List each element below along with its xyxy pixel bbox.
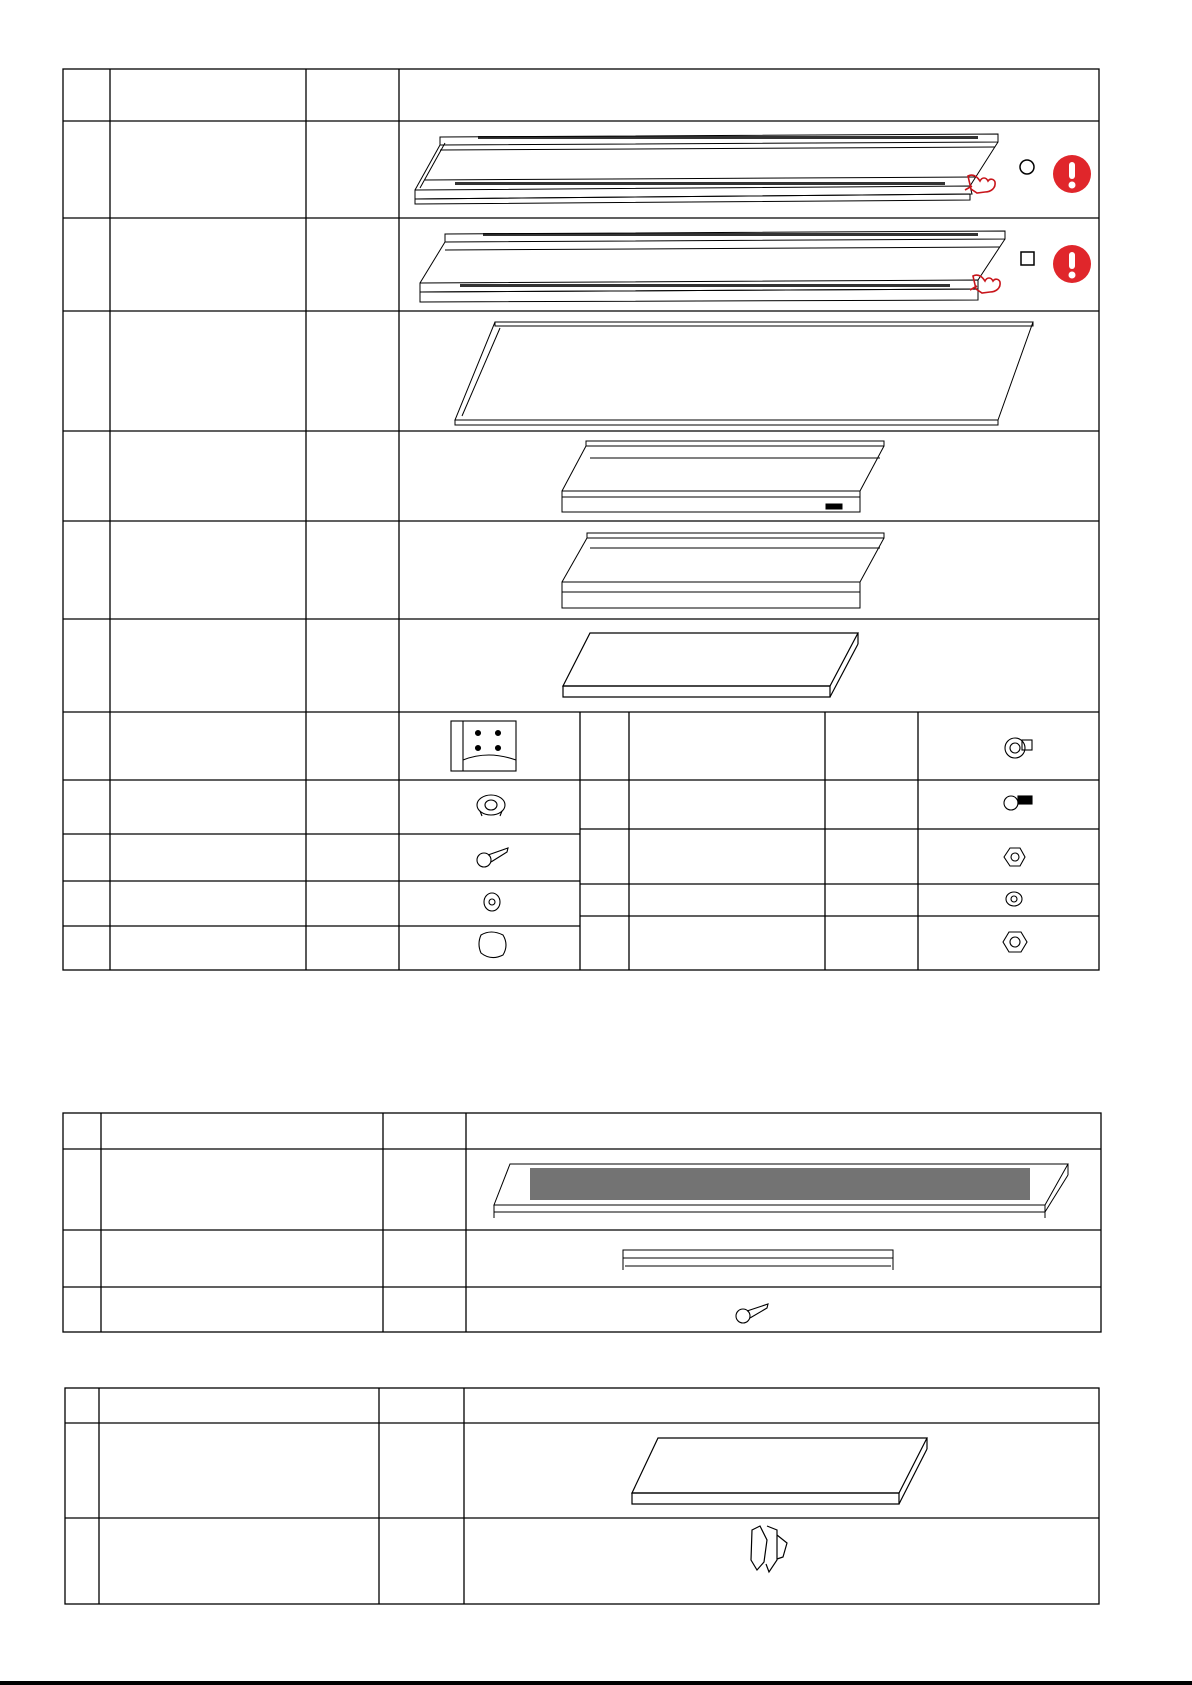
- top-board-drawing: [563, 633, 858, 697]
- washer-icon: [1006, 892, 1022, 906]
- shelf-clip-drawing: [751, 1526, 787, 1572]
- exclamation-warning-icon: [1052, 244, 1092, 284]
- nut-icon: [1004, 848, 1025, 866]
- screw-icon-2: [736, 1304, 768, 1323]
- barrel-connector-icon: [477, 795, 505, 816]
- cap-plug-icon: [479, 932, 506, 958]
- hand-pointer-icon: [970, 275, 1000, 293]
- square-marker-icon: [1021, 252, 1034, 265]
- shelf-board-drawing: [632, 1438, 927, 1504]
- circle-marker-icon: [1020, 160, 1034, 174]
- corner-bracket-drawing: [451, 721, 516, 771]
- allen-bolt-icon: [1004, 796, 1032, 810]
- optional-board-table: [65, 1388, 1099, 1604]
- top-frame-drawing: [562, 533, 884, 608]
- side-frame-b-drawing: [420, 231, 1005, 302]
- hand-pointer-icon: [965, 175, 995, 193]
- exclamation-warning-icon: [1052, 154, 1092, 194]
- base-frame-drawing: [562, 441, 884, 512]
- support-bar-drawing: [623, 1250, 893, 1270]
- bolt-with-washer-icon: [1005, 738, 1032, 758]
- page-bottom-border: [0, 1681, 1192, 1685]
- bushing-icon: [484, 893, 500, 911]
- back-panel-drawing: [455, 322, 1033, 425]
- side-frame-a-drawing: [415, 134, 998, 204]
- screw-icon: [477, 848, 508, 867]
- optional-shelf-table: [63, 1113, 1101, 1332]
- flange-nut-icon: [1003, 932, 1027, 952]
